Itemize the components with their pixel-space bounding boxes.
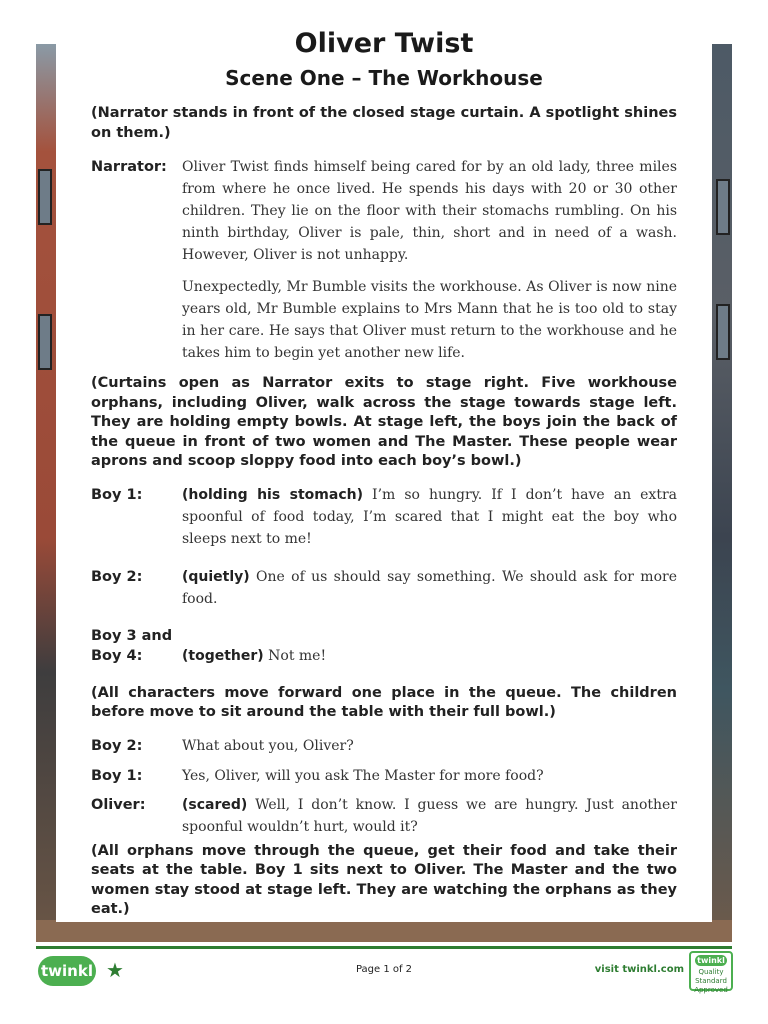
speaker-name (91, 626, 182, 666)
speaker-name: Oliver: (91, 796, 146, 813)
speech (182, 156, 677, 364)
page-title: Oliver Twist (294, 28, 474, 59)
speaker-name: Boy 1: (91, 767, 143, 784)
badge-text: Quality Standard Approved (694, 968, 728, 994)
quality-standard-badge (689, 951, 733, 994)
dialogue-boy-2 (91, 735, 677, 757)
script-content (91, 104, 677, 920)
stage-direction-inline: (holding his stomach) (182, 486, 363, 503)
dialogue-oliver (91, 794, 677, 838)
dialogue-boy-3-and-4 (91, 626, 677, 666)
speech (182, 794, 677, 838)
speech-text: Well, I don’t know. I guess we are hungry. Just another spoonful wouldn’t hurt, would it? (182, 796, 677, 835)
star-icon: ★ (106, 958, 124, 982)
speaker-name: Boy 2: (91, 568, 143, 585)
dialogue-narrator (91, 156, 677, 364)
stage-direction: (All characters move forward one place in the queue. The children before move to sit around the table with their full bowl.) (91, 684, 677, 720)
speech-paragraph: Oliver Twist finds himself being cared for by an old lady, three miles from where he once lived. He spends his days with 20 or 30 other children. They lie on the floor with their stomachs rumbling. On his ninth birthday, Oliver is pale, thin, short and in need of a wash. However, Oliver is not unhappy. (182, 159, 677, 263)
speaker-name-line: Boy 3 and (91, 627, 173, 644)
speech-text: Not me! (263, 647, 327, 664)
speech-text: Yes, Oliver, will you ask The Master for more food? (182, 767, 544, 784)
stage-direction-inline: (quietly) (182, 568, 250, 585)
page-number: Page 1 of 2 (355, 964, 413, 975)
stage-direction: (All orphans move through the queue, get their food and take their seats at the table. Boy 1 sits next to Oliver. The Master and the two women stay stood at stage left. They are watching the orphans as they eat.) (91, 842, 677, 917)
background-window (38, 169, 52, 225)
background-window (38, 314, 52, 370)
speech (182, 484, 677, 550)
badge-logo: twinkl (695, 955, 727, 966)
speech (182, 566, 677, 610)
speaker-name: Narrator: (91, 159, 167, 175)
speaker-name: Boy 2: (91, 737, 143, 754)
dialogue-boy-2 (91, 566, 677, 610)
stage-direction-inline: (together) (182, 647, 264, 664)
speech (182, 626, 677, 666)
footer-divider (36, 946, 732, 949)
stage-direction: (Narrator stands in front of the closed stage curtain. A spotlight shines on them.) (91, 105, 677, 141)
speaker-name-line: Boy 4: (91, 647, 143, 664)
speech-paragraph: Unexpectedly, Mr Bumble visits the workhouse. As Oliver is now nine years old, Mr Bumble explains to Mrs Mann that he is too old to stay in her care. He says that Oliver must return to the workhouse and he takes him to begin yet another new life. (182, 279, 677, 361)
speech-text: What about you, Oliver? (182, 737, 354, 754)
background-ground (36, 920, 732, 942)
dialogue-boy-1 (91, 484, 677, 550)
twinkl-logo: twinkl (38, 956, 96, 986)
scene-title: Scene One – The Workhouse (225, 66, 543, 90)
background-window (716, 304, 730, 360)
stage-direction-inline: (scared) (182, 796, 248, 813)
speech-text: One of us should say something. We should ask for more food. (182, 568, 677, 607)
speaker-name: Boy 1: (91, 486, 143, 503)
visit-link[interactable]: visit twinkl.com (594, 964, 684, 975)
speech-text: I’m so hungry. If I don’t have an extra spoonful of food today, I’m scared that I might eat the boy who sleeps next to me! (182, 486, 677, 547)
background-window (716, 179, 730, 235)
stage-direction: (Curtains open as Narrator exits to stage right. Five workhouse orphans, including Oliver, walk across the stage towards stage left. They are holding empty bowls. At stage left, the boys join the back of the queue in front of two women and The Master. These people wear aprons and scoop sloppy food into each boy’s bowl.) (91, 375, 677, 469)
dialogue-boy-1 (91, 765, 677, 787)
